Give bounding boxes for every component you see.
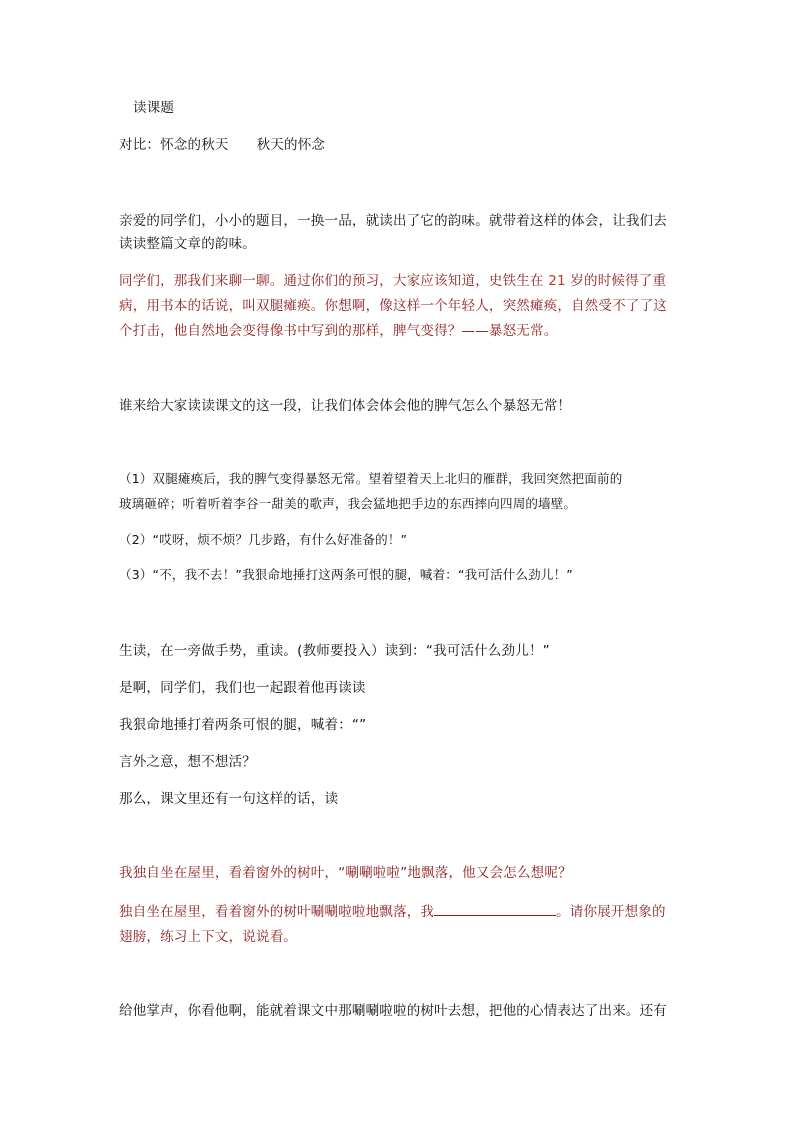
para1-line-1: （1）双腿瘫痪后，我的脾气变得暴怒无常。望着望着天上北归的雁群，我回突然把面前的 (119, 471, 623, 486)
read-line-5: 那么，课文里还有一句这样的话，读 (119, 791, 339, 807)
read-line-4: 言外之意，想不想活？ (119, 754, 256, 770)
talk-line-2: 病，用书本的话说，叫双腿瘫痪。你想啊，像这样一个年轻人，突然瘫痪，自然受不了了这 (119, 298, 667, 314)
talk-age: 21 (548, 273, 566, 289)
para3-line: （3）“不，我不去！”我狠命地捶打这两条可恨的腿，喊着：“我可活什么劲儿！” (119, 567, 573, 582)
question-line-3: 翅膀，练习上下文，说说看。 (119, 929, 298, 945)
question-line-2 (119, 901, 679, 924)
read-line-1: 生读，在一旁做手势，重读。(教师要投入）读到：“我可活什么劲儿！” (119, 643, 550, 659)
intro-line-1: 亲爱的同学们，小小的题目，一换一品，就读出了它的韵味。就带着这样的体会，让我们去 (119, 213, 667, 229)
intro-line-2: 读读整篇文章的韵味。 (119, 236, 256, 252)
talk-line-1 (119, 270, 679, 293)
read-line-3: 我狠命地捶打着两条可恨的腿，喊着：“” (119, 717, 367, 733)
compare-prefix: 对比： (119, 137, 161, 153)
section-heading: 读课题 (133, 100, 175, 116)
question-line-1: 我独自坐在屋里，看着窗外的树叶，“唰唰啦啦”地飘落，他又会怎么想呢？ (119, 865, 572, 881)
question-text-b: 。请你展开想象的 (556, 904, 666, 920)
para2-line: （2）“哎呀，烦不烦？几步路，有什么好准备的！” (119, 532, 408, 547)
talk-line-3: 个打击，他自然地会变得像书中写到的那样，脾气变得？——暴怒无常。 (119, 323, 558, 339)
compare-b: 秋天的怀念 (256, 137, 326, 153)
read-line-2: 是啊，同学们，我们也一起跟着他再读读 (119, 680, 366, 696)
answer-blank (434, 901, 556, 916)
compare-a: 怀念的秋天 (160, 137, 229, 153)
talk-text-b: 岁的时候得了重 (565, 273, 667, 289)
compare-line (119, 134, 679, 157)
final-line: 给他掌声，你看他啊，能就着课文中那唰唰啦啦的树叶去想，把他的心情表达了出来。还有 (119, 1003, 667, 1019)
para1-line-2: 玻璃砸碎；听着听着李谷一甜美的歌声，我会猛地把手边的东西摔向四周的墙壁。 (119, 496, 577, 511)
question-text-a: 独自坐在屋里，看着窗外的树叶唰唰啦啦地飘落，我 (119, 904, 435, 920)
invite-line: 谁来给大家读读课文的这一段，让我们体会体会他的脾气怎么个暴怒无常！ (119, 398, 572, 414)
talk-text-a: 同学们，那我们来聊一聊。通过你们的预习，大家应该知道，史铁生在 (119, 273, 549, 289)
